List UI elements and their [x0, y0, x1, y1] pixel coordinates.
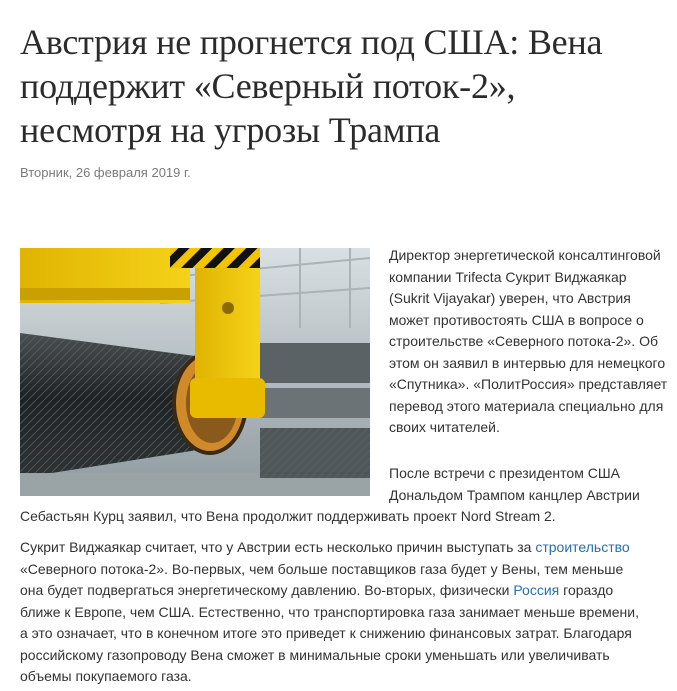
- paragraph-3: [20, 537, 650, 688]
- paragraph-2-end: Себастьян Курц заявил, что Вена продолжит поддерживать проект Nord Stream 2.: [20, 508, 556, 524]
- pipeline-photo: [20, 248, 370, 496]
- pipe-image: [20, 248, 370, 496]
- paragraph-2-start: После встречи с президентом США Дональдом Трампом канцлер Австрии: [389, 465, 640, 503]
- link-russia[interactable]: Россия: [513, 582, 560, 598]
- article-date: Вторник, 26 февраля 2019 г.: [20, 165, 191, 180]
- link-construction[interactable]: строительство: [535, 539, 630, 555]
- article: [20, 0, 668, 684]
- paragraph-3-text-3: гораздо ближе к Европе, чем США. Естественно, что транспортировка газа занимает меньше времени, а это означает, что в конечном итоге это приведет к снижению финансовых затрат. Благодаря российскому газопроводу Вена сможет в минимальные сроки уменьшать или увеличивать объемы покупаемого газа.: [20, 582, 639, 684]
- paragraph-3-text-1: Сукрит Виджаякар считает, что у Австрии есть несколько причин выступать за: [20, 539, 536, 555]
- paragraph-1: Директор энергетической консалтинговой компании Trifecta Сукрит Виджаякар (Sukrit Vijayakar) уверен, что Австрия может противостоять США в вопросе о строительстве «Северного потока-2». Об этом он заявил в интервью для немецкого «Спутника». «ПолитРоссия» представляет перевод этого материала специально для своих читателей.: [389, 247, 668, 435]
- paragraph-3-text-2: «Северного потока-2». Во-первых, чем больше поставщиков газа будет у Вены, тем меньше она будет подвергаться энергетическому давлению. Во-вторых, физически: [20, 560, 624, 598]
- article-title: Австрия не прогнется под США: Вена поддержит «Северный поток-2», несмотря на угрозы Трампа: [20, 22, 603, 150]
